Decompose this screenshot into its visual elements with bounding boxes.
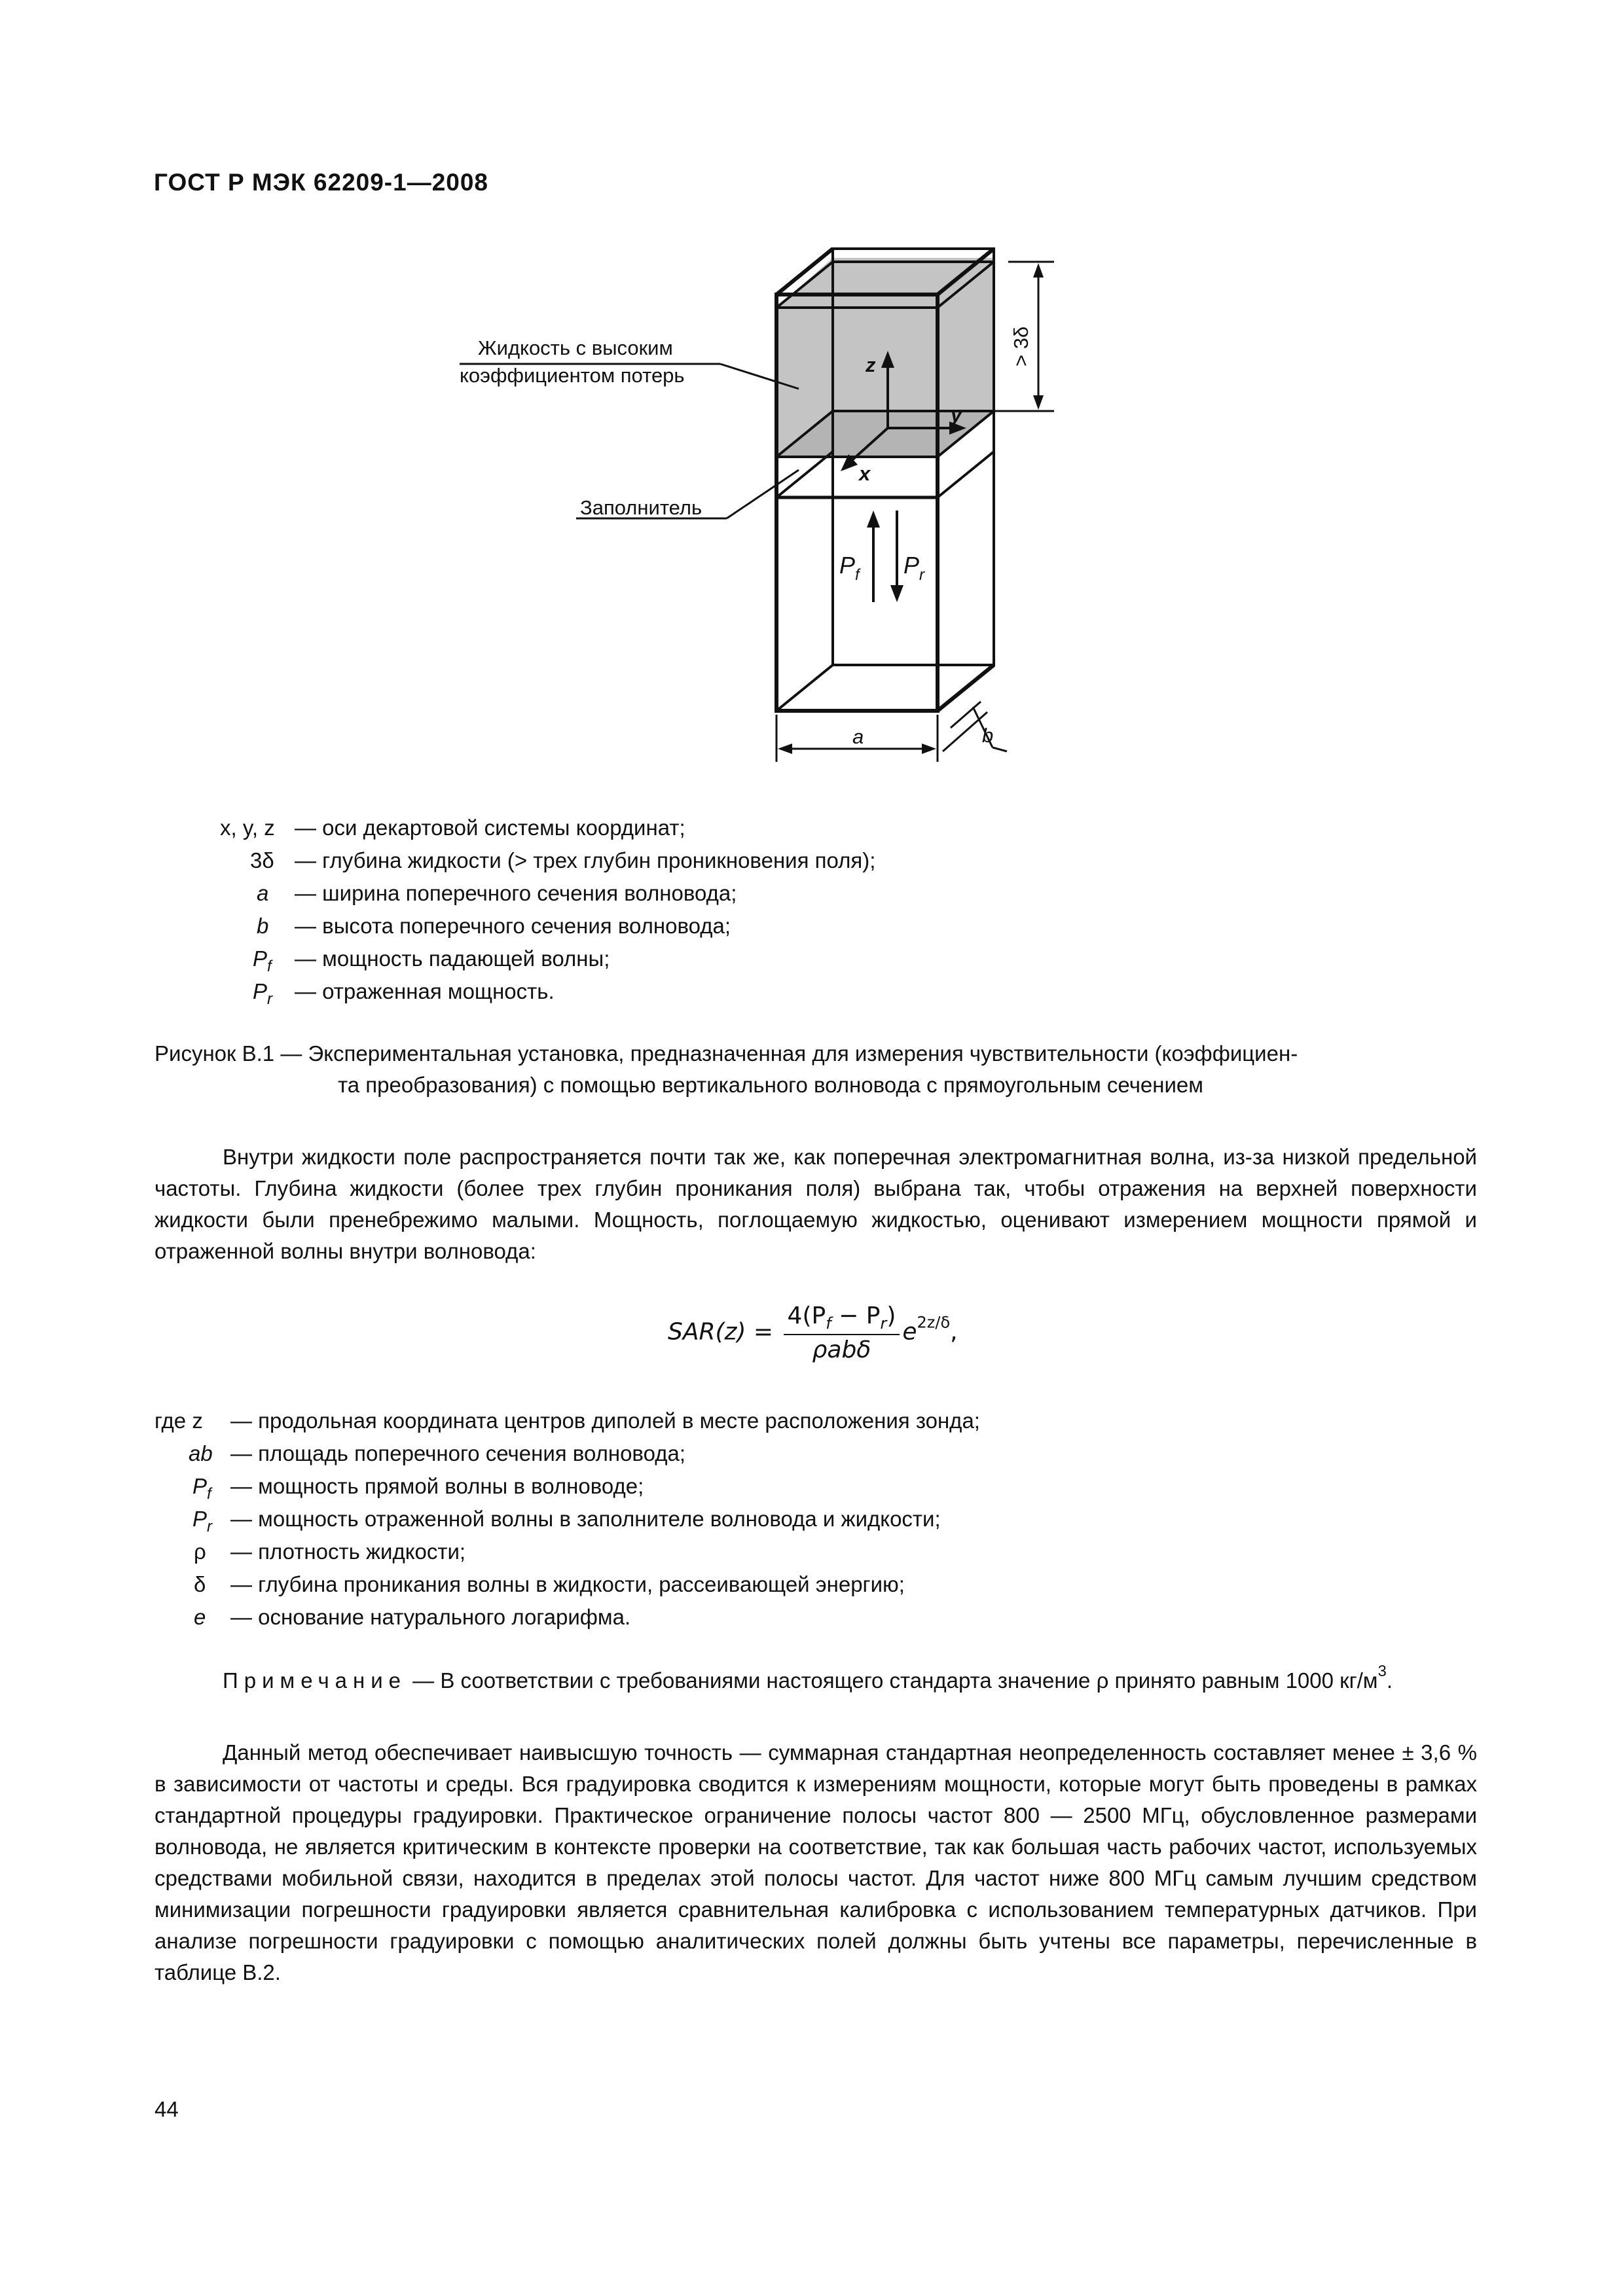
pr-label: $P_r$ <box>903 552 925 584</box>
legend-row: 3δ — глубина жидкости (> трех глубин проникновения поля); <box>250 848 876 872</box>
page-number: 44 <box>155 2097 179 2121</box>
document-header: ГОСТ Р МЭК 62209-1—2008 <box>154 169 489 196</box>
dim-a-label: a <box>852 725 864 748</box>
legend-row: ab — площадь поперечного сечения волновода; <box>189 1441 685 1465</box>
legend-row: b — высота поперечного сечения волновода; <box>257 914 731 938</box>
note-paragraph: Примечание — В соответствии с требованиями настоящего стандарта значение ρ принято равным 1000 $кг/м^3$. <box>223 1662 1393 1693</box>
dim-b-label: b <box>982 724 994 747</box>
legend-row: $P_f$ — мощность прямой волны в волноводе; <box>192 1474 644 1503</box>
dim-depth-label: > 3δ <box>1010 326 1032 367</box>
pf-label: $P_f$ <box>839 552 860 584</box>
legend-row: a — ширина поперечного сечения волновода; <box>257 881 737 905</box>
sar-formula: SAR(z) = $\frac{4(P_f - P_r)}{\text{ρabδ}}$ $e^{2z/\delta}$, <box>668 1302 958 1363</box>
axis-y-label: y <box>951 403 962 426</box>
legend-row: e — основание натурального логарифма. <box>194 1605 631 1629</box>
legend-row: δ — глубина проникания волны в жидкости, рассеивающей энергию; <box>194 1572 905 1596</box>
body-paragraph-1: Внутри жидкости поле распространяется почти так же, как поперечная электромагнитная волна, из-за низкой предельной частоты. Глубина жидкости (более трех глубин проникания поля) выбрана так, чтобы отражения на верхней поверхности жидкости были пренебрежимо малыми. Мощность, поглощаемую жидкостью, оценивают измерением мощности прямой и отраженной волны внутри волновода: <box>155 1145 1477 1263</box>
formula-legend <box>155 1405 1398 1634</box>
legend-row: $P_r$ — мощность отраженной волны в заполнителе волновода и жидкости; <box>192 1507 941 1535</box>
axis-x-label: x <box>859 462 871 485</box>
axis-z-label: z <box>866 353 876 376</box>
figure-caption: Рисунок В.1 — Экспериментальная установка, предназначенная для измерения чувствительности (коэффициен- та преобразования) с помощью вертикального волновода с прямоугольным сечением <box>155 1041 1298 1097</box>
label-liquid-line2: коэффициентом потерь <box>460 364 685 387</box>
legend-row: x, y, z — оси декартовой системы координат; <box>220 816 685 840</box>
legend-row: ρ — плотность жидкости; <box>194 1539 466 1564</box>
legend-row: где z — продольная координата центров диполей в месте расположения зонда; <box>155 1408 980 1433</box>
label-filler: Заполнитель <box>580 496 702 519</box>
figure-legend <box>155 812 1137 1008</box>
label-liquid-line1: Жидкость с высоким <box>478 336 673 359</box>
legend-row: $P_r$ — отраженная мощность. <box>253 979 555 1008</box>
waveguide-figure <box>0 0 1623 785</box>
body-paragraph-2: Данный метод обеспечивает наивысшую точность — суммарная стандартная неопределенность составляет менее ± 3,6 % в зависимости от частоты и среды. Вся градуировка сводится к измерениям мощности, которые могут быть проведены в рамках стандартной процедуры градуировки. Практическое ограничение полосы частот 800 — 2500 МГц, обусловленное размерами волновода, не является критическим в контексте проверки на соответствие, так как большая часть рабочих частот, используемых средствами мобильной связи, находится в пределах этой полосы частот. Для частот ниже 800 МГц самым лучшим средством минимизации погрешности градуировки является сравнительная калибровка с использованием температурных датчиков. При анализе погрешности градуировки с помощью аналитических полей должны быть учтены все параметры, перечисленные в таблице В.2. <box>155 1740 1477 1984</box>
legend-row: $P_f$ — мощность падающей волны; <box>253 946 610 975</box>
